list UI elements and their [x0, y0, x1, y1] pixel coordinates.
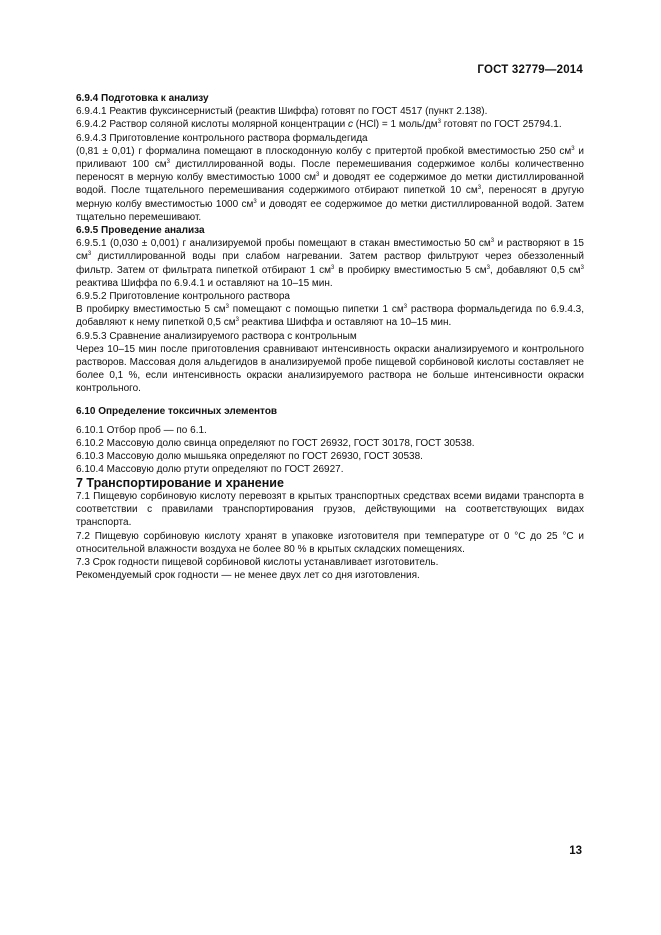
text-run: готовят по ГОСТ 25794.1. — [440, 119, 562, 131]
text-run: (0,81 ± 0,01) г формалина помещают в плоскодонную колбу с притертой пробкой вместимостью 250 см — [76, 145, 572, 157]
para-6-9-5-3: 6.9.5.3 Сравнение анализируемого раствора с контрольным — [76, 330, 357, 342]
para-recommended-shelf-life: Рекомендуемый срок годности — не менее двух лет со дня изготовления. — [76, 570, 420, 582]
superscript: 3 — [477, 185, 482, 192]
text-run: 6.9.5.1 (0,030 ± 0,001) г анализируемой пробы помещают в стакан вместимостью 50 см — [76, 238, 491, 250]
para-6-10-3: 6.10.3 Массовую долю мышьяка определяют по ГОСТ 26930, ГОСТ 30538. — [76, 451, 423, 463]
text-run: реактива Шиффа по 6.9.4.1 и оставляют на 10–15 мин. — [76, 277, 333, 289]
superscript: 3 — [235, 317, 239, 324]
para-6-10-1: 6.10.1 Отбор проб — по 6.1. — [76, 424, 207, 436]
para-6-10-4: 6.10.4 Массовую долю ртути определяют по ГОСТ 26927. — [76, 464, 344, 476]
para-7-1: 7.1 Пищевую сорбиновую кислоту перевозят в крытых транспортных средствах всеми видами транспорта в соответствии с правилами транспортирования грузов, действующими на соответствующих видах транспорта. — [76, 490, 584, 529]
para-6-9-4-3: 6.9.4.3 Приготовление контрольного раствора формальдегида — [76, 132, 368, 144]
superscript: 3 — [571, 145, 575, 152]
page-number: 13 — [569, 845, 582, 857]
superscript: 3 — [87, 251, 92, 258]
text-run: и приливают 100 см — [76, 145, 584, 171]
para-7-2: 7.2 Пищевую сорбиновую кислоту хранят в упаковке изготовителя при температуре от 0 °С до 25 °С и относительной влажности воздуха не более 80 % в крытых складских помещениях. — [76, 530, 584, 555]
superscript: 3 — [403, 304, 408, 311]
page-content — [76, 92, 584, 582]
superscript: 3 — [437, 119, 441, 126]
para-6-9-5-2: 6.9.5.2 Приготовление контрольного раствора — [76, 291, 290, 303]
text-run: (HCl) = 1 моль/дм — [353, 119, 438, 131]
text-run: реактива Шиффа и оставляют на 10–15 мин. — [238, 317, 452, 329]
text-run: дистиллированной воды. После перемешивания содержимое колбы количественно переносят в мерную колбу вместимостью 1000 см — [76, 159, 584, 184]
document-code-header: ГОСТ 32779—2014 — [477, 64, 583, 76]
para-6-10-2: 6.10.2 Массовую долю свинца определяют по ГОСТ 26932, ГОСТ 30178, ГОСТ 30538. — [76, 438, 475, 450]
section-6-9-5-heading: 6.9.5 Проведение анализа — [76, 225, 205, 237]
superscript: 3 — [166, 159, 170, 166]
superscript: 3 — [580, 264, 584, 271]
para-formalin-prep — [76, 145, 584, 224]
para-comparison: Через 10–15 мин после приготовления сравнивают интенсивность окраски анализируемого и контрольного растворов. Массовая доля альдегидов в анализируемой пробе пищевой сорбиновой кислоты составляет не более 0,1 %, если интенсивность окраски анализируемого раствора не больше интенсивности окраски контрольного. — [76, 343, 584, 395]
text-run: и растворяют в 15 см — [76, 238, 584, 263]
section-7-heading: 7 Транспортирование и хранение — [76, 475, 284, 490]
superscript: 3 — [486, 264, 490, 271]
text-run: , переносят в другую мерную колбу вместимостью 1000 см — [76, 185, 584, 210]
text-run: помещают с помощью пипетки 1 см — [229, 304, 404, 316]
superscript: 3 — [316, 172, 320, 179]
text-run: В пробирку вместимостью 5 см — [76, 304, 226, 316]
text-run: в пробирку вместимостью 5 см — [334, 264, 487, 276]
text-run-italic: c — [348, 119, 354, 131]
text-run: раствора формальдегида по 6.9.4.3, добавляют к нему пипеткой 0,5 см — [76, 304, 584, 329]
text-run: 6.9.4.2 Раствор соляной кислоты молярной концентрации — [76, 119, 349, 131]
para-6-9-4-2 — [76, 118, 584, 131]
para-6-9-4-1: 6.9.4.1 Реактив фуксинсернистый (реактив Шиффа) готовят по ГОСТ 4517 (пункт 2.138). — [76, 106, 488, 118]
para-7-3: 7.3 Срок годности пищевой сорбиновой кислоты устанавливает изготовитель. — [76, 556, 439, 568]
text-run: , добавляют 0,5 см — [489, 264, 581, 276]
text-run: дистиллированной воды при слабом нагревании. Затем раствор фильтруют через обеззоленный фильтр. Затем от фильтрата пипеткой отбирают 1 см — [76, 251, 584, 276]
section-6-10-heading: 6.10 Определение токсичных элементов — [76, 405, 278, 417]
para-6-9-5-1 — [76, 237, 584, 290]
superscript: 3 — [225, 304, 230, 311]
text-run: и доводят ее содержимое до метки дистиллированной водой. После тщательного перемешивания содержимого отбирают пипеткой 10 см — [76, 172, 584, 197]
text-run: и доводят ее содержимое до метки дистиллированной водой. Затем тщательно перемешивают. — [76, 198, 585, 223]
para-control-prep — [76, 303, 584, 329]
superscript: 3 — [253, 198, 257, 205]
superscript: 3 — [331, 264, 335, 271]
section-6-9-4-heading: 6.9.4 Подготовка к анализу — [76, 93, 209, 104]
superscript: 3 — [490, 238, 495, 245]
